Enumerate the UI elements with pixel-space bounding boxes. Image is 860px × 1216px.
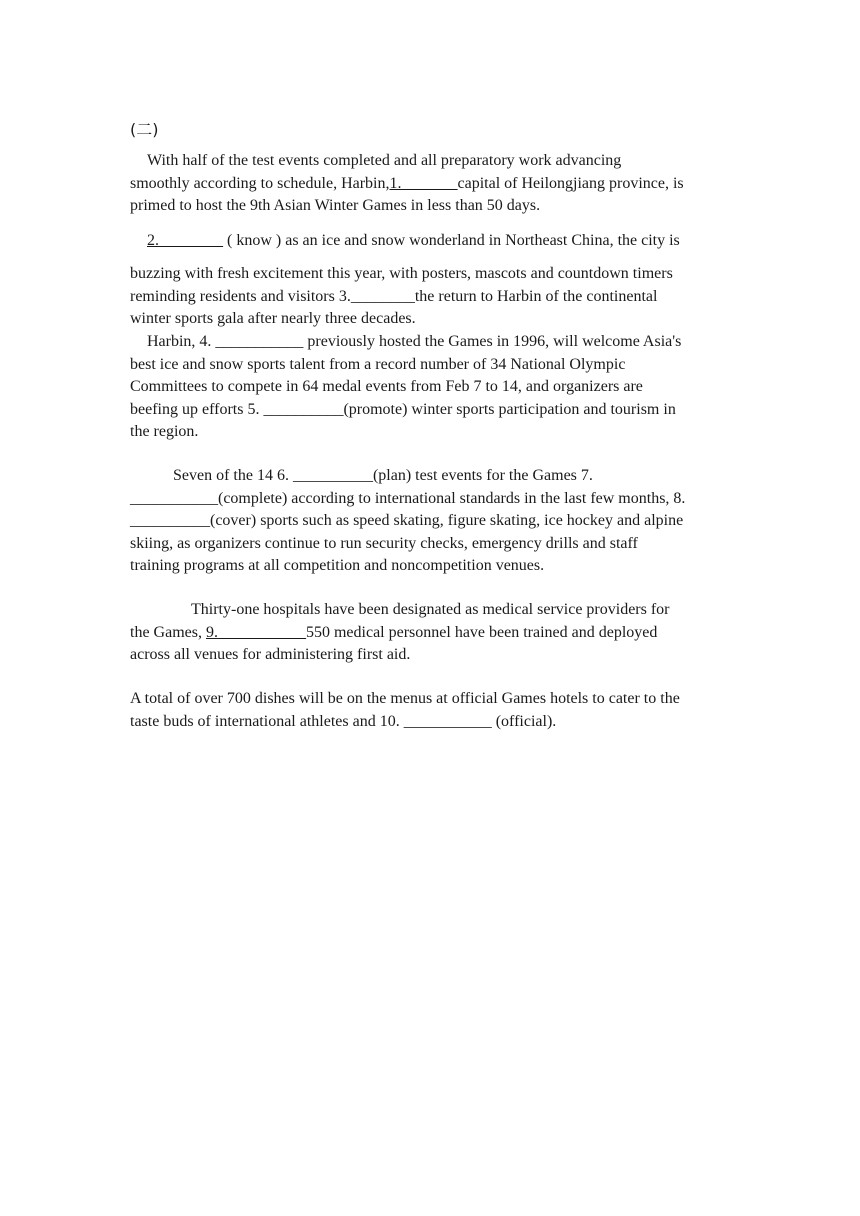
p6-line-1: A total of over 700 dishes will be on the menus at official Games hotels to cater to the <box>130 690 680 707</box>
p4-line-4: skiing, as organizers continue to run security checks, emergency drills and staff <box>130 534 638 552</box>
p4-line-3: __________(cover) sports such as speed skating, figure skating, ice hockey and alpine <box>130 512 684 529</box>
p4-line-5: training programs at all competition and noncompetition venues. <box>130 557 545 574</box>
p1-line-2: smoothly according to schedule, Harbin,1._______capital of Heilongjiang province, is <box>130 174 684 192</box>
blank-1: 1._______ <box>389 174 458 192</box>
p3-line-2: best ice and snow sports talent from a record number of 34 National Olympic <box>130 355 626 373</box>
section-heading: (二) <box>130 120 159 139</box>
p2-line-2: buzzing with fresh excitement this year, with posters, mascots and countdown timers <box>130 265 673 282</box>
p1-line-3: primed to host the 9th Asian Winter Games in less than 50 days. <box>130 197 541 214</box>
paragraph-3 <box>130 331 740 444</box>
paragraph-2-line-1: 2.________ ( know ) as an ice and snow wonderland in Northeast China, the city is <box>147 232 680 249</box>
p4-line-1: Seven of the 14 6. __________(plan) test events for the Games 7. <box>173 467 593 484</box>
p3-line-4: beefing up efforts 5. __________(promote) winter sports participation and tourism in <box>130 400 676 418</box>
paragraph-2-body <box>130 263 732 331</box>
p3-line-1: Harbin, 4. ___________ previously hosted the Games in 1996, will welcome Asia's <box>147 333 682 350</box>
p2-line-3: reminding residents and visitors 3.________the return to Harbin of the continental <box>130 287 658 305</box>
p1-line-1: With half of the test events completed and all preparatory work advancing <box>147 152 622 169</box>
p5-line-3: across all venues for administering first aid. <box>130 646 411 663</box>
paragraph-5 <box>130 599 740 667</box>
p2-line-4: winter sports gala after nearly three decades. <box>130 310 416 327</box>
blank-9: 9.___________ <box>205 623 306 641</box>
p3-line-3: Committees to compete in 64 medal events from Feb 7 to 14, and organizers are <box>130 378 643 395</box>
p6-line-2: taste buds of international athletes and 10. ___________ (official). <box>130 712 557 730</box>
blank-2: 2.________ <box>147 232 223 249</box>
paragraph-1 <box>130 150 732 218</box>
p5-line-1: Thirty-one hospitals have been designated as medical service providers for <box>191 601 670 618</box>
paragraph-6 <box>130 688 745 733</box>
p5-line-2: the Games, 9.___________550 medical personnel have been trained and deployed <box>130 623 658 641</box>
p4-line-2: ___________(complete) according to international standards in the last few months, 8. <box>130 489 686 507</box>
p3-line-5: the region. <box>130 423 199 440</box>
paragraph-4 <box>130 465 745 578</box>
